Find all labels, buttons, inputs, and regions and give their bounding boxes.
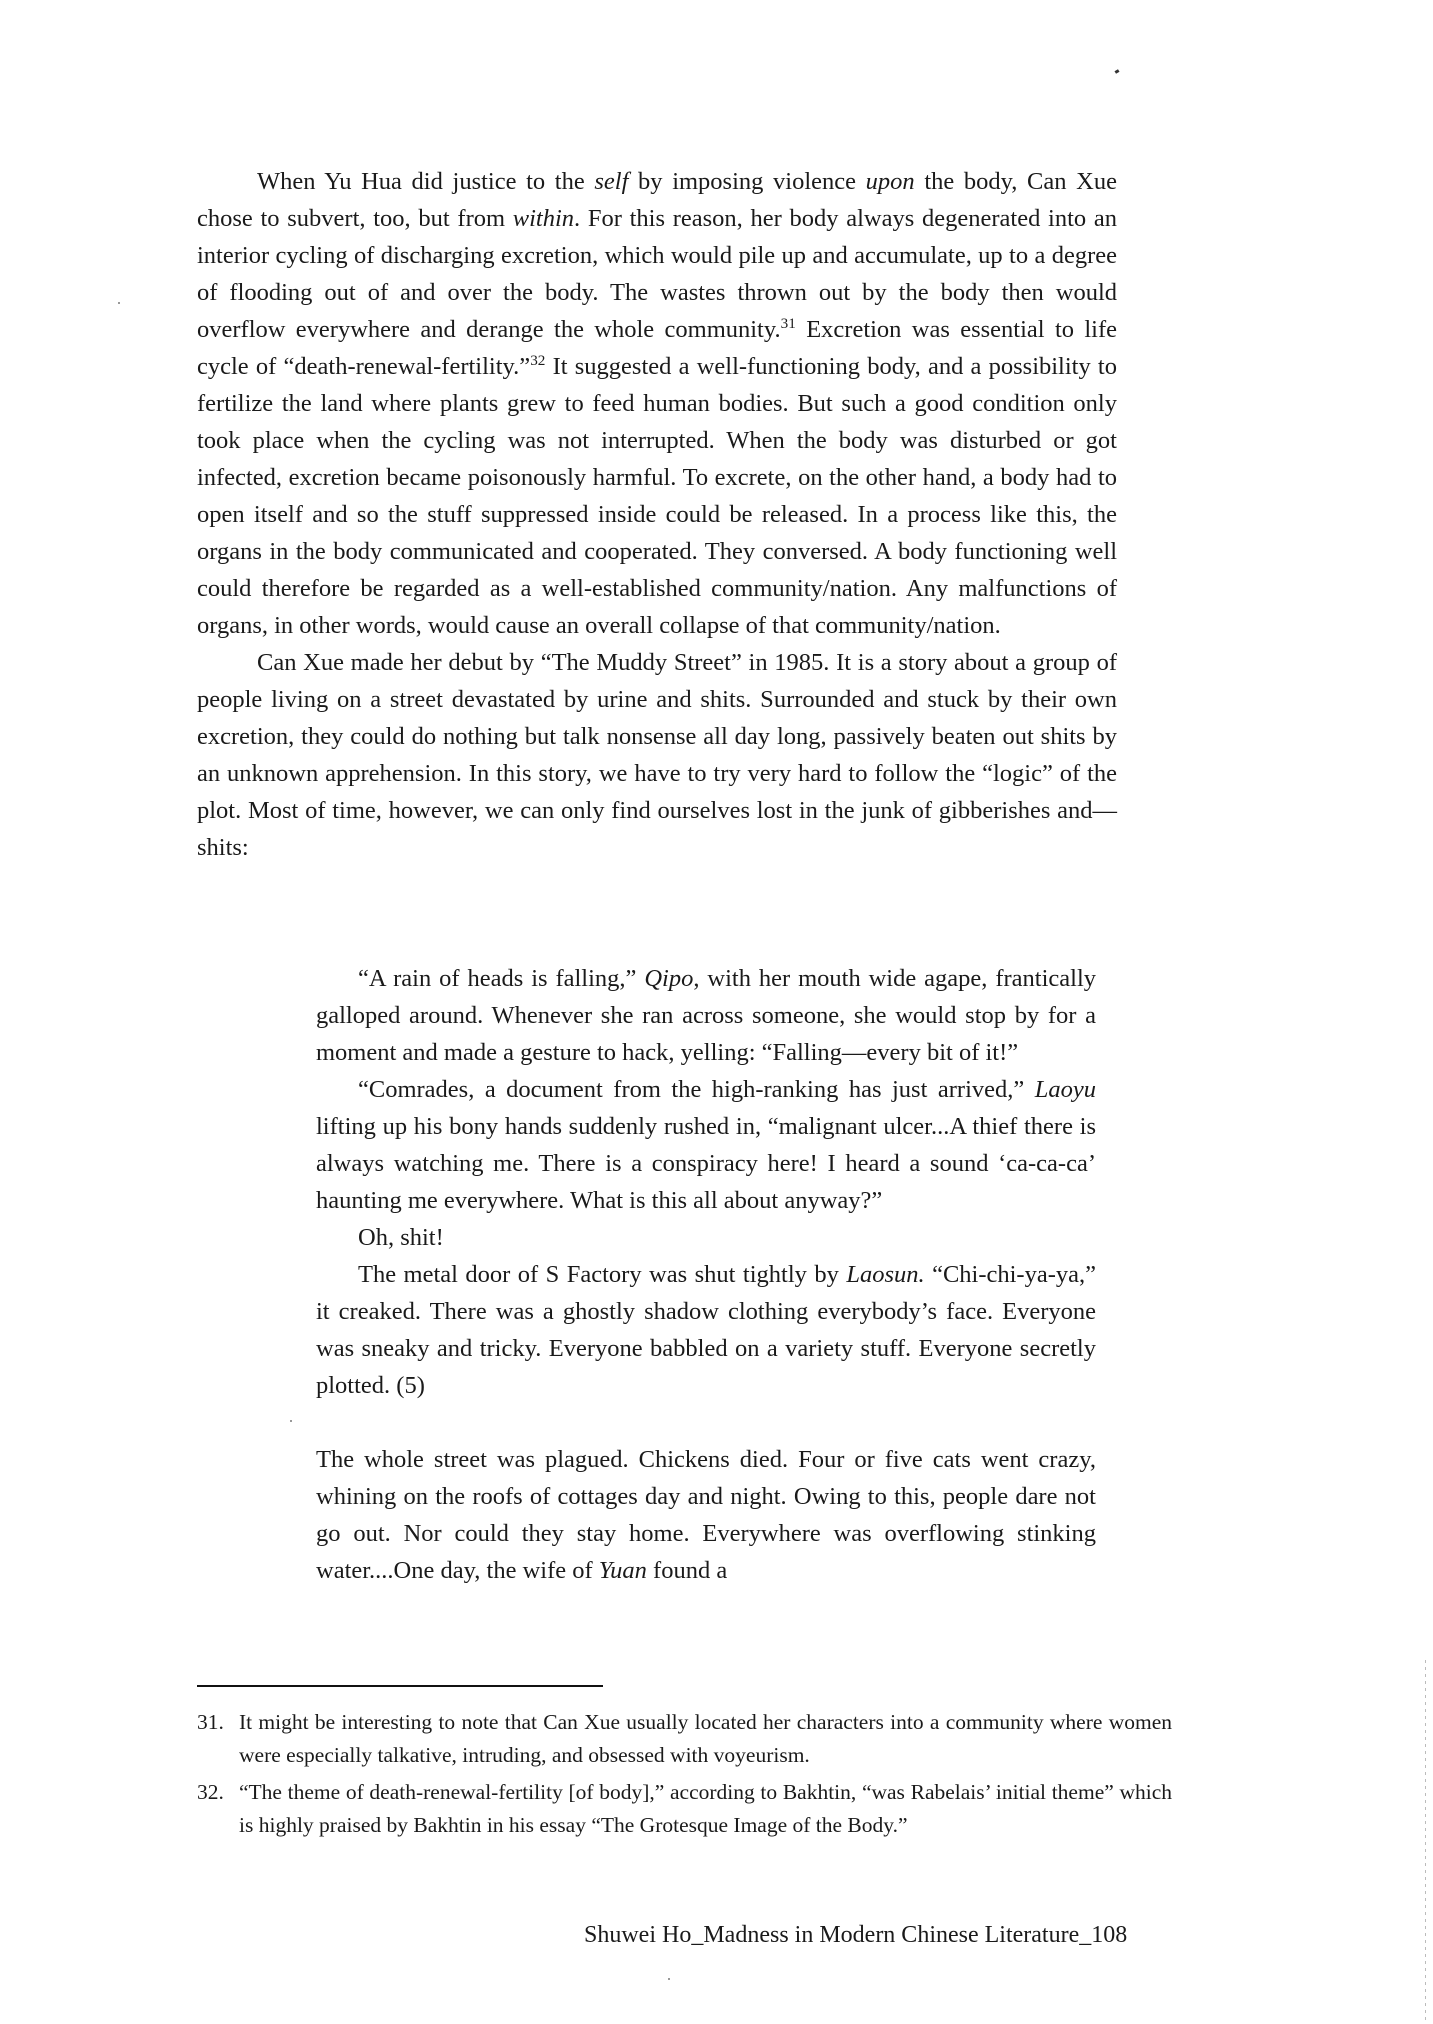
text-run: Excretion was essential to life cycle of “death-renewal-fertility.” [197, 316, 1118, 380]
footnote-32 [197, 1776, 1172, 1842]
text-run: It suggested a well-functioning body, and a possibility to fertilize the land where plants grew to feed human bodies. But such a good condition only took place when the cycling was not interrupted. When the body was disturbed or got infected, excretion became poisonously harmful. To excrete, on the other hand, a body had to open itself and so the stuff suppressed inside could be released. In a process like this, the organs in the body communicated and cooperated. They conversed. A body functioning well could therefore be regarded as a well-established community/nation. Any malfunctions of organs, in other words, would cause an overall collapse of that community/nation. [197, 353, 1117, 639]
italic-term: within [512, 205, 575, 232]
text-run: , with her mouth wide agape, frantically galloped around. Whenever she ran across someone, she would stop by for a moment and made a gesture to hack, yelling: “Falling—every bit of it!” [316, 965, 1097, 1066]
running-footer: Shuwei Ho_Madness in Modern Chinese Literature_108 [584, 1922, 1128, 1948]
italic-term: Laosun. [846, 1261, 925, 1288]
text-run: The metal door of S Factory was shut tightly by [358, 1261, 847, 1288]
quote-paragraph-continued [316, 1441, 1096, 1589]
block-quote [316, 960, 1096, 1589]
scan-speck [668, 1978, 670, 1980]
text-run: Oh, shit! [358, 1224, 444, 1251]
italic-term: Qipo [644, 965, 694, 992]
footnote-text: “The theme of death-renewal-fertility [of body],” according to Bakhtin, “was Rabelais’ initial theme” which is highly praised by Bakhtin in his essay “The Grotesque Image of the Body.” [239, 1780, 1172, 1837]
text-run: The whole street was plagued. Chickens died. Four or five cats went crazy, whining on the roofs of cottages day and night. Owing to this, people dare not go out. Nor could they stay home. Everywhere was overflowing stinking water....One day, the wife of [316, 1446, 1096, 1584]
text-run: “A rain of heads is falling,” [358, 965, 645, 992]
text-run: Can Xue made her debut by “The Muddy Street” in 1985. It is a story about a group of people living on a street devastated by urine and shits. Surrounded and stuck by their own excretion, they could do nothing but talk nonsense all day long, passively beaten out shits by an unknown apprehension. In this story, we have to try very hard to follow the “logic” of the plot. Most of time, however, we can only find ourselves lost in the junk of gibberishes and—shits: [197, 649, 1117, 861]
text-run: lifting up his bony hands suddenly rushed in, “malignant ulcer...A thief there is always watching me. There is a conspiracy here! I heard a sound ‘ca-ca-ca’ haunting me everywhere. What is this all about anyway?” [316, 1113, 1096, 1214]
footnotes [197, 1706, 1172, 1846]
text-run: by imposing violence [628, 168, 866, 195]
text-run: “Comrades, a document from the high-ranking has just arrived,” [358, 1076, 1035, 1103]
paragraph [197, 163, 1117, 644]
quote-paragraph [316, 960, 1096, 1071]
text-run: found a [646, 1557, 728, 1584]
scan-speck [118, 302, 120, 304]
footnote-rule [197, 1685, 603, 1687]
paragraph [197, 644, 1117, 866]
italic-term: Yuan [598, 1557, 647, 1584]
quote-paragraph [316, 1219, 1096, 1256]
scan-speck [290, 1420, 292, 1422]
footnote-ref: 31 [780, 314, 796, 332]
italic-term: Laoyu [1034, 1076, 1096, 1103]
scan-mark [1115, 69, 1120, 74]
text-run: “Chi-chi-ya-ya,” it creaked. There was a ghostly shadow clothing everybody’s face. Everyone was sneaky and tricky. Everyone babbled on a variety stuff. Everyone secretly plotted. (5) [316, 1261, 1096, 1399]
italic-term: self [594, 168, 629, 195]
scan-edge-line [1425, 1660, 1426, 2020]
footnote-text: It might be interesting to note that Can Xue usually located her characters into a community where women were especially talkative, intruding, and obsessed with voyeurism. [239, 1710, 1172, 1767]
italic-term: upon [865, 168, 915, 195]
quote-paragraph [316, 1256, 1096, 1404]
footnote-number: 31. [197, 1710, 224, 1734]
text-run: When Yu Hua did justice to the [257, 168, 595, 195]
text-run: the body, Can Xue chose to subvert, too, but from [197, 168, 1117, 232]
text-run: . For this reason, her body always degenerated into an interior cycling of discharging excretion, which would pile up and accumulate, up to a degree of flooding out of and over the body. The wastes thrown out by the body then would overflow everywhere and derange the whole community. [197, 205, 1118, 343]
footnote-ref: 32 [530, 351, 546, 369]
footnote-31 [197, 1706, 1172, 1772]
body-text [197, 163, 1117, 866]
quote-paragraph [316, 1071, 1096, 1219]
footnote-number: 32. [197, 1780, 224, 1804]
